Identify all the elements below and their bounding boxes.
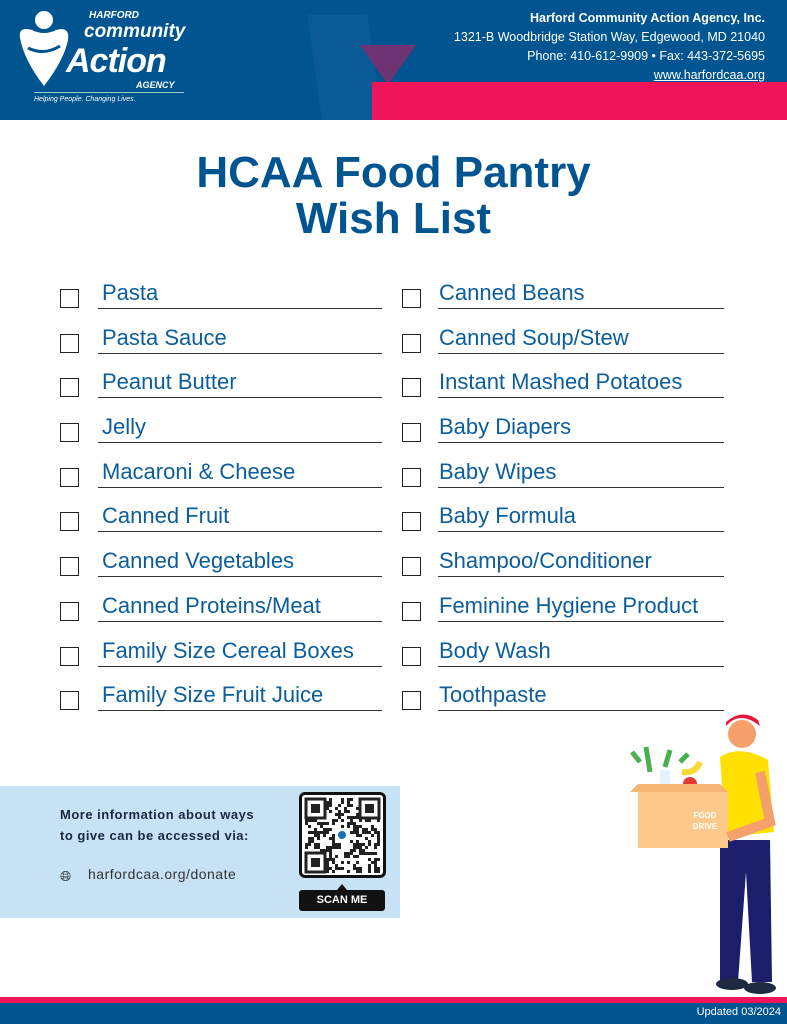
website-link[interactable]: www.harfordcaa.org (653, 68, 765, 82)
item-label: Canned Vegetables (102, 548, 295, 574)
item-underline (438, 397, 724, 398)
volunteer-illustration (620, 712, 780, 1002)
updated-date: Updated 03/2024 (696, 1006, 781, 1018)
item-underline (98, 397, 382, 398)
item-underline (438, 666, 724, 667)
decor-triangle (360, 45, 416, 85)
page-title (0, 150, 787, 242)
item-underline (438, 442, 724, 443)
item-checkbox[interactable] (402, 602, 421, 621)
item-checkbox[interactable] (60, 468, 79, 487)
item-label: Baby Formula (439, 503, 576, 529)
title-line: HCAA Food Pantry (196, 148, 591, 197)
item-label: Canned Beans (439, 280, 585, 305)
item-label: Toothpaste (439, 682, 547, 708)
item-checkbox[interactable] (402, 468, 421, 487)
title-line: Wish List (295, 194, 492, 243)
item-checkbox[interactable] (60, 557, 79, 576)
donate-link[interactable]: harfordcaa.org/donate (88, 866, 237, 882)
donate-info-box (0, 786, 400, 918)
item-checkbox[interactable] (402, 557, 421, 576)
item-checkbox[interactable] (60, 512, 79, 531)
item-label: Baby Wipes (439, 458, 557, 484)
globe-icon: 🌐︎ (60, 868, 72, 884)
info-text (60, 804, 254, 846)
item-label: Family Size Fruit Juice (102, 682, 324, 708)
logo-text: community (84, 21, 186, 42)
decor-pink-band (372, 82, 787, 120)
item-underline (438, 353, 724, 354)
item-checkbox[interactable] (60, 691, 79, 710)
item-checkbox[interactable] (402, 378, 421, 397)
item-checkbox[interactable] (402, 691, 421, 710)
box-label: FOOD (693, 811, 717, 820)
logo-text: HARFORD (89, 10, 139, 21)
header (0, 0, 787, 120)
item-checkbox[interactable] (402, 289, 421, 308)
footer (0, 1003, 787, 1024)
item-label: Feminine Hygiene Product (439, 592, 699, 618)
qr-code[interactable] (299, 792, 386, 878)
scan-me-label: SCAN ME (299, 890, 385, 911)
item-underline (438, 576, 724, 577)
item-checkbox[interactable] (402, 512, 421, 531)
item-checkbox[interactable] (402, 647, 421, 666)
item-label: Body Wash (439, 637, 551, 663)
item-checkbox[interactable] (60, 647, 79, 666)
logo (14, 8, 194, 108)
item-underline (98, 442, 382, 443)
address: 1321-B Woodbridge Station Way, Edgewood, MD 21040 (453, 30, 765, 44)
info-line: to give can be accessed via: (60, 828, 249, 843)
item-checkbox[interactable] (60, 602, 79, 621)
item-underline (98, 487, 382, 488)
item-label: Shampoo/Conditioner (439, 548, 652, 574)
item-underline (98, 531, 382, 532)
box-label: DRIVE (692, 822, 718, 831)
logo-tagline: Helping People. Changing Lives. (34, 92, 184, 104)
item-checkbox[interactable] (60, 289, 79, 308)
item-checkbox[interactable] (60, 334, 79, 353)
item-checkbox[interactable] (60, 423, 79, 442)
item-label: Canned Soup/Stew (439, 324, 629, 350)
phone: Phone: 410-612-9909 • Fax: 443-372-5695 (527, 49, 765, 63)
item-label: Canned Fruit (102, 503, 230, 529)
item-underline (438, 531, 724, 532)
item-label: Pasta (102, 280, 159, 305)
item-label: Baby Diapers (439, 414, 572, 440)
item-underline (98, 353, 382, 354)
item-underline (438, 621, 724, 622)
item-underline (98, 621, 382, 622)
item-underline (438, 487, 724, 488)
item-underline (98, 308, 382, 309)
logo-text: AGENCY (136, 80, 175, 90)
item-label: Pasta Sauce (102, 324, 227, 350)
item-underline (438, 308, 724, 309)
item-label: Instant Mashed Potatoes (439, 369, 683, 395)
info-line: More information about ways (60, 807, 255, 822)
item-checkbox[interactable] (60, 378, 79, 397)
logo-text: Action (66, 42, 166, 80)
item-label: Jelly (102, 414, 147, 440)
heart-hug-icon (14, 8, 74, 88)
item-underline (98, 576, 382, 577)
item-label: Canned Proteins/Meat (102, 592, 321, 618)
item-underline (98, 666, 382, 667)
item-label: Family Size Cereal Boxes (102, 637, 354, 663)
item-label: Peanut Butter (102, 369, 237, 395)
item-checkbox[interactable] (402, 334, 421, 353)
item-checkbox[interactable] (402, 423, 421, 442)
contact-info (454, 9, 765, 85)
item-underline (98, 710, 382, 711)
item-label: Macaroni & Cheese (102, 458, 296, 484)
org-name: Harford Community Action Agency, Inc. (530, 11, 765, 25)
